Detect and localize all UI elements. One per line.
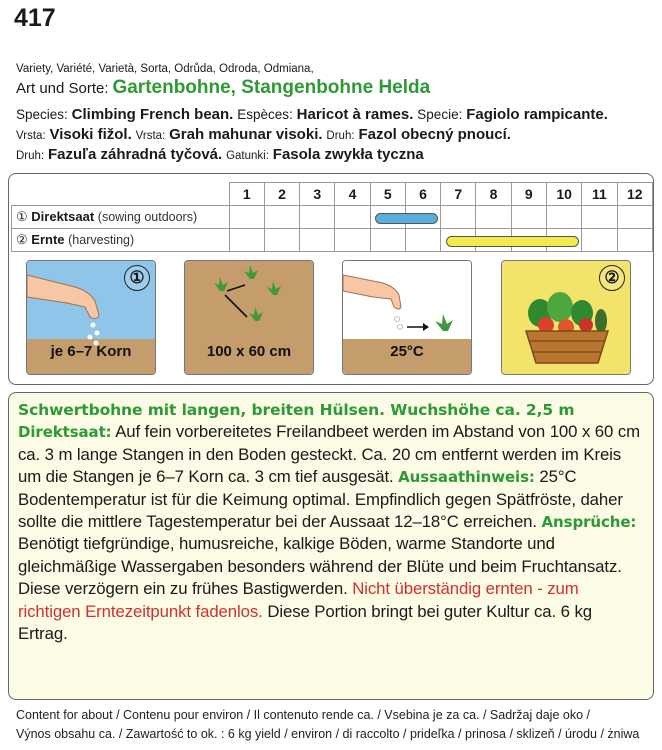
specie-label: Specie:: [417, 107, 463, 122]
footer-line-1: Content for about / Contenu pour environ / Il contenuto rende ca. / Vsebina je za ca. / Sadržaj daje oko /: [16, 708, 590, 722]
species-label: Species:: [16, 107, 68, 122]
aussaathinweis-heading: Aussaathinweis:: [398, 468, 535, 487]
info-title: Schwertbohne mit langen, breiten Hülsen. Wuchshöhe ca. 2,5 m: [18, 401, 575, 419]
druh-cz-label: Druh:: [326, 130, 355, 142]
sowing-label: Direktsaat: [31, 209, 95, 224]
month-10: 10: [546, 183, 581, 206]
panel-harvest: [501, 260, 631, 375]
sowing-marker: ①: [16, 209, 28, 224]
month-5: 5: [370, 183, 405, 206]
month-7: 7: [441, 183, 476, 206]
species-line-3: [16, 145, 424, 165]
packet-number: 417: [14, 4, 56, 32]
vrsta-hr-value: Grah mahunar visoki.: [169, 126, 323, 143]
ansprueche-heading: Ansprüche:: [541, 513, 637, 532]
species-line-1: [16, 105, 608, 124]
species-value: Climbing French bean.: [71, 106, 234, 123]
step-1-marker: ①: [124, 265, 150, 291]
sowing-label-en: (sowing outdoors): [97, 210, 198, 224]
harvest-label-en: (harvesting): [68, 233, 135, 247]
art-label: Art und Sorte:: [16, 80, 109, 97]
direktsaat-text: Auf fein vorbereitetes Freilandbeet werden im Abstand von 100 x 60 cm ca. 3 m lange Stangen in den Boden gesteckt. Ca. 20 cm entfernt werden im Kreis um die Stangen je 6–7 Korn ca. 3 cm tief ausgesät.: [18, 422, 641, 487]
calendar-row-sowing: [12, 206, 653, 229]
druh-sk-value: Fazuľa záhradná tyčová.: [48, 146, 223, 163]
panel-germination: [342, 260, 472, 375]
panel-caption-temperature: 25°C: [390, 343, 424, 360]
variety-labels: Variety, Variété, Varietà, Sorta, Odrůda, Odroda, Odmiana,: [16, 63, 314, 75]
calendar-month-header: [12, 183, 653, 206]
footer-line-2: Výnos obsahu ca. / Zawartość to ok. : 6 kg yield / environ / di raccolto / prideľka / prinosa / sklizeň / úrodu / żniwa: [16, 727, 640, 741]
panel-caption-spacing: 100 x 60 cm: [206, 343, 292, 360]
harvest-label: Ernte: [31, 232, 65, 247]
panel-spacing: [184, 260, 314, 375]
especes-value: Haricot à rames.: [296, 106, 414, 123]
variety-title-line: [16, 79, 430, 98]
sowing-period-bar: [375, 213, 438, 224]
month-1: 1: [229, 183, 264, 206]
month-3: 3: [300, 183, 335, 206]
harvest-warning: Nicht überständig ernten - zum richtigen Erntezeitpunkt fadenlos.: [18, 579, 579, 621]
month-12: 12: [617, 183, 652, 206]
especes-label: Espèces:: [237, 107, 293, 122]
info-title-line: [18, 399, 644, 421]
vrsta-hr-label: Vrsta:: [135, 130, 166, 142]
yield-note: Diese Portion bringt bei guter Kultur ca. 6 kg Ertrag.: [18, 601, 592, 644]
harvest-marker: ②: [16, 232, 28, 247]
month-9: 9: [511, 183, 546, 206]
month-2: 2: [264, 183, 299, 206]
harvest-period-bar: [446, 236, 579, 247]
month-4: 4: [335, 183, 370, 206]
druh-sk-label: Druh:: [16, 150, 45, 162]
step-2-marker: ②: [599, 265, 625, 291]
ansprueche-text: Benötigt tiefgründige, humusreiche, kalkige Böden, warme Standorte und gleichmäßige Wassergaben besonders während der Blüte und beim Fruchtansatz. Diese verzögern ein zu frühes Bastigwerden.: [18, 534, 622, 599]
month-11: 11: [582, 183, 617, 206]
panel-caption-seeds: je 6–7 Korn: [50, 343, 132, 360]
druh-cz-value: Fazol obecný pnoucí.: [358, 126, 511, 143]
cultivation-info-box: [8, 392, 654, 700]
vrsta-sl-label: Vrsta:: [16, 130, 46, 142]
gatunki-value: Fasola zwykła tyczna: [272, 146, 424, 163]
sowing-calendar-box: [8, 173, 654, 385]
specie-value: Fagiolo rampicante.: [466, 106, 608, 123]
variety-labels-line: [16, 58, 314, 78]
panel-sowing-seeds: [26, 260, 156, 375]
vrsta-sl-value: Visoki fižol.: [49, 126, 132, 143]
aussaathinweis-text: 25°C Bodentemperatur ist für die Keimung optimal. Empfindlich gegen Spätfröste, daher sollte die mittlere Tagestemperatur bei der Aussaat 12–18°C erreichen.: [18, 467, 623, 532]
month-6: 6: [405, 183, 440, 206]
variety-name: Gartenbohne, Stangenbohne Helda: [112, 77, 431, 98]
month-8: 8: [476, 183, 511, 206]
species-line-2: [16, 125, 511, 145]
direktsaat-heading: Direktsaat:: [18, 423, 112, 442]
info-body: [18, 421, 644, 645]
gatunki-label: Gatunki:: [226, 150, 269, 162]
